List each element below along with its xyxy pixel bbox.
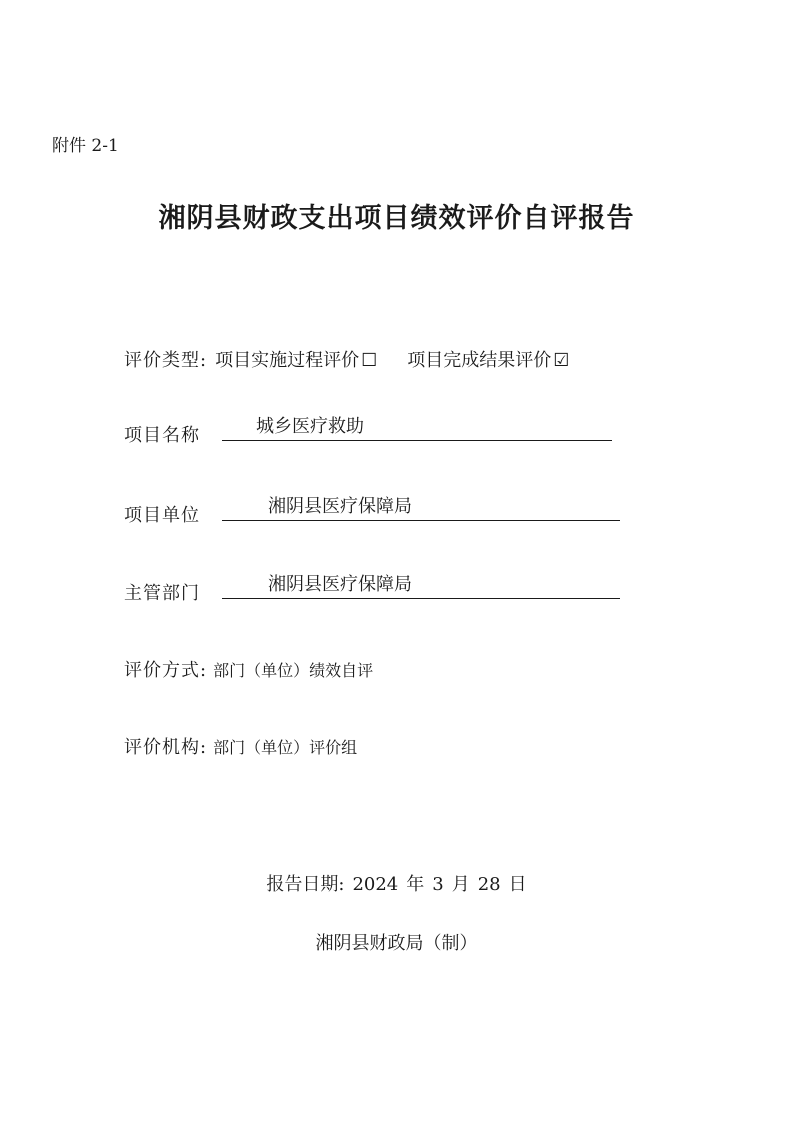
project-name-label: 项目名称 [124,425,200,446]
project-unit-field [222,496,620,521]
supervisor-label: 主管部门 [124,583,200,604]
report-date-day-unit: 日 [508,874,527,895]
eval-type-option-result: 项目完成结果评价 [407,350,552,371]
report-date-year: 2024 [352,874,399,895]
project-name-field [222,416,612,441]
eval-agency-row [124,733,357,759]
project-unit-row [124,496,620,527]
eval-type-option-process: 项目实施过程评价 [215,350,360,371]
eval-agency-label: 评价机构: [124,737,208,758]
page-title: 湘阴县财政支出项目绩效评价自评报告 [158,203,635,234]
report-date-year-unit: 年 [406,874,425,895]
issuer: 湘阴县财政局（制） [315,933,478,954]
eval-method-label: 评价方式: [124,660,208,681]
report-date-month-unit: 月 [451,874,470,895]
project-name-value: 城乡医疗救助 [256,416,364,437]
report-date-day: 28 [477,874,501,895]
report-date [0,870,793,896]
report-date-month: 3 [432,874,444,895]
project-unit-label: 项目单位 [124,505,200,526]
eval-type-label: 评价类型: [124,350,208,371]
supervisor-row [124,574,620,605]
project-unit-value: 湘阴县医疗保障局 [268,496,412,517]
supervisor-field [222,574,620,599]
attachment-label: 附件 2-1 [52,136,119,156]
checkbox-unchecked-icon[interactable]: ☐ [361,350,378,371]
checkbox-checked-icon[interactable]: ☑ [553,350,570,371]
report-date-label: 报告日期: [266,874,345,895]
eval-method-row [124,656,373,682]
project-name-row [124,416,612,447]
eval-agency-value: 部门（单位）评价组 [213,738,358,757]
eval-method-value: 部门（单位）绩效自评 [213,661,374,680]
eval-type-row [124,346,569,372]
supervisor-value: 湘阴县医疗保障局 [268,574,412,595]
